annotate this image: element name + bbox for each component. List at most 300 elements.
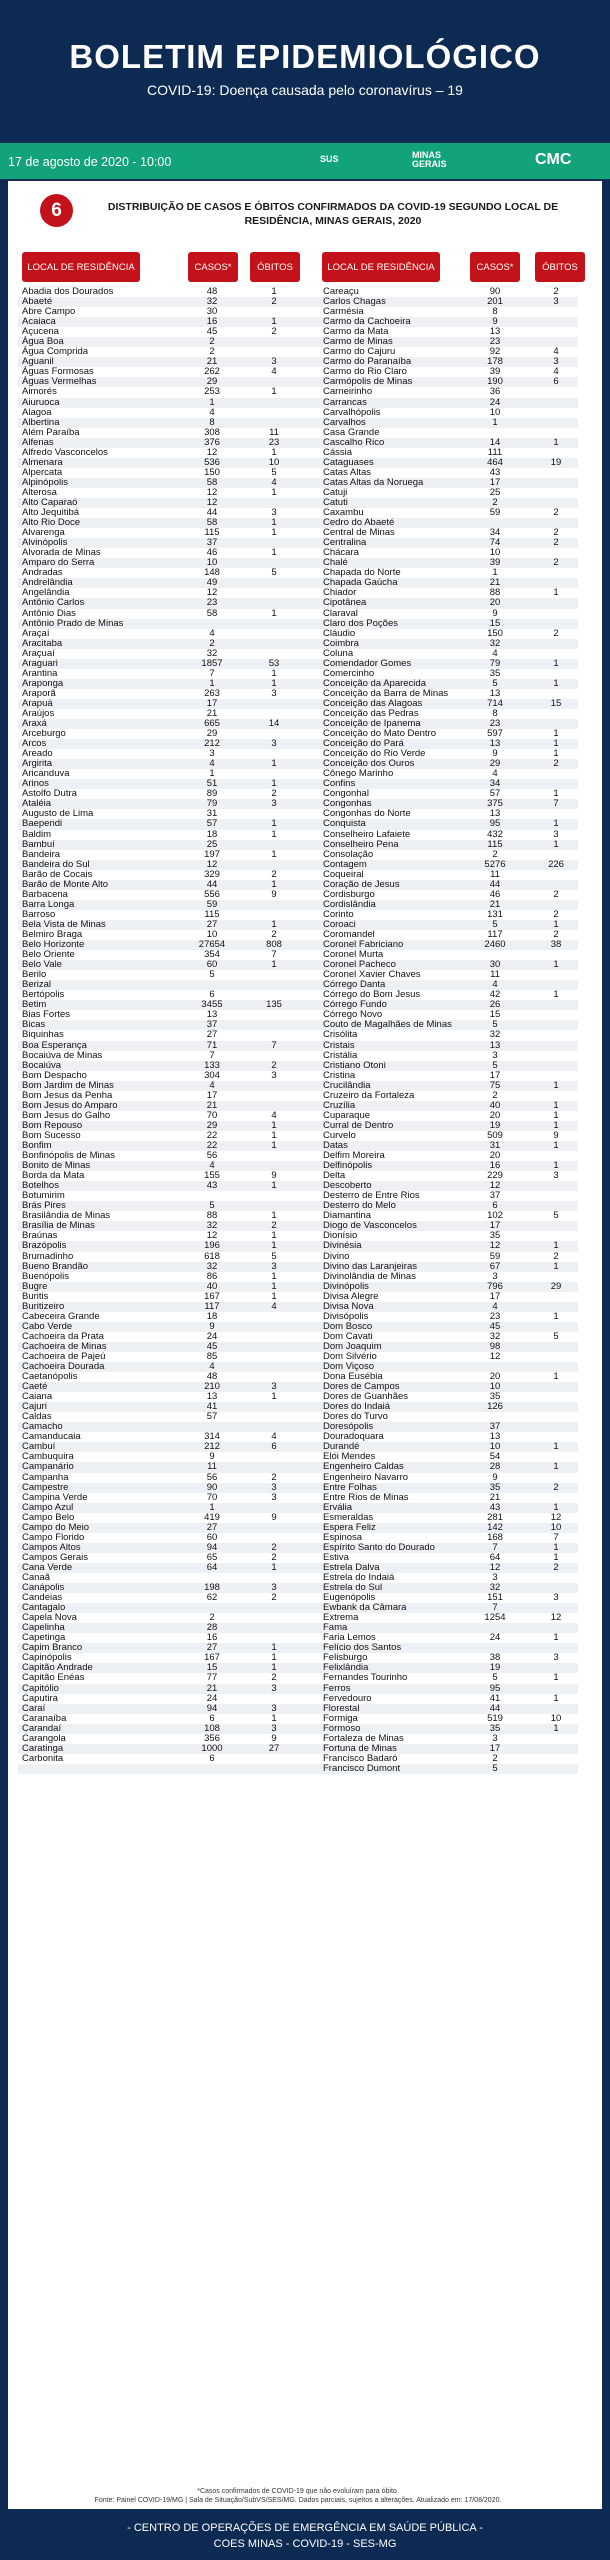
municipality-cell: Cana Verde bbox=[22, 1561, 73, 1573]
footer bbox=[0, 2512, 610, 2560]
cases-cell: 75 bbox=[489, 1079, 501, 1091]
municipality-cell: Capitólio bbox=[22, 1682, 59, 1694]
deaths-cell: 1 bbox=[553, 1501, 559, 1513]
municipality-cell: Ewbank da Câmara bbox=[323, 1602, 407, 1614]
deaths-cell: 1 bbox=[271, 286, 277, 297]
municipality-cell: Ataléia bbox=[22, 798, 52, 810]
municipality-cell: Aguanil bbox=[22, 356, 54, 368]
municipality-cell: Barbacena bbox=[22, 888, 68, 900]
cases-cell: 281 bbox=[487, 1511, 503, 1523]
municipality-cell: Entre Rios de Minas bbox=[323, 1491, 409, 1503]
cases-cell: 29 bbox=[206, 376, 218, 388]
deaths-cell: 5 bbox=[553, 1210, 559, 1222]
municipality-cell: Douradoquara bbox=[323, 1431, 384, 1443]
cases-cell: 29 bbox=[206, 1119, 218, 1131]
cases-cell: 5276 bbox=[484, 858, 506, 870]
cases-cell: 13 bbox=[489, 326, 501, 338]
municipality-cell: Belo Horizonte bbox=[22, 939, 85, 951]
deaths-cell: 5 bbox=[271, 1250, 277, 1262]
municipality-cell: Abre Campo bbox=[22, 306, 76, 318]
deaths-cell: 1 bbox=[553, 1079, 559, 1091]
deaths-cell: 2 bbox=[553, 1481, 559, 1493]
cases-cell: 23 bbox=[489, 336, 501, 348]
cases-cell: 4 bbox=[209, 627, 215, 639]
municipality-cell: Espera Feliz bbox=[323, 1521, 376, 1533]
municipality-cell: Campina Verde bbox=[22, 1491, 88, 1503]
cases-cell: 212 bbox=[204, 1441, 220, 1453]
municipality-cell: Araguari bbox=[22, 657, 58, 669]
deaths-cell: 1 bbox=[553, 738, 559, 750]
municipality-cell: Congonhas bbox=[323, 798, 372, 810]
cases-cell: 115 bbox=[204, 527, 220, 539]
cases-cell: 16 bbox=[206, 1632, 218, 1644]
municipality-cell: Antônio Carlos bbox=[22, 597, 85, 609]
cases-cell: 115 bbox=[204, 908, 220, 920]
cases-cell: 111 bbox=[487, 446, 503, 458]
deaths-cell: 2 bbox=[271, 1471, 277, 1483]
cases-cell: 21 bbox=[206, 356, 218, 368]
municipality-cell: Curvelo bbox=[323, 1129, 356, 1141]
cases-cell: 32 bbox=[489, 1029, 501, 1041]
cases-cell: 12 bbox=[489, 1180, 501, 1192]
municipality-cell: Espinosa bbox=[323, 1531, 363, 1543]
municipality-cell: Extrema bbox=[323, 1612, 359, 1624]
municipality-cell: Engenheiro Caldas bbox=[323, 1461, 404, 1473]
deaths-cell: 1 bbox=[271, 878, 277, 890]
table-row bbox=[18, 508, 578, 518]
cases-cell: 11 bbox=[490, 868, 500, 880]
municipality-cell: Angelândia bbox=[22, 587, 70, 599]
deaths-cell: 1 bbox=[553, 1692, 559, 1704]
cases-cell: 70 bbox=[206, 1109, 218, 1121]
municipality-cell: Caranaíba bbox=[22, 1712, 67, 1724]
cases-cell: 190 bbox=[487, 376, 503, 388]
cases-cell: 34 bbox=[489, 527, 501, 539]
municipality-cell: Belo Vale bbox=[22, 959, 62, 971]
municipality-cell: Divisa Alegre bbox=[323, 1290, 379, 1302]
cases-cell: 27 bbox=[206, 1521, 218, 1533]
deaths-cell: 5 bbox=[271, 466, 277, 478]
deaths-cell: 1 bbox=[271, 1561, 277, 1573]
cases-cell: 5 bbox=[492, 1059, 498, 1071]
cases-cell: 28 bbox=[206, 1622, 218, 1634]
deaths-cell: 3 bbox=[271, 687, 277, 699]
cases-cell: 86 bbox=[206, 1270, 218, 1282]
municipality-cell: Francisco Dumont bbox=[323, 1762, 401, 1774]
cases-cell: 115 bbox=[487, 838, 503, 850]
cases-cell: 4 bbox=[492, 647, 498, 659]
deaths-cell: 1 bbox=[271, 848, 277, 860]
deaths-cell: 3 bbox=[271, 356, 277, 368]
deaths-cell: 2 bbox=[271, 1672, 277, 1684]
deaths-cell: 1 bbox=[271, 959, 277, 971]
cases-cell: 13 bbox=[206, 1391, 218, 1403]
municipality-cell: Cristiano Otoni bbox=[323, 1059, 386, 1071]
cases-cell: 18 bbox=[206, 1310, 218, 1322]
cases-cell: 51 bbox=[206, 778, 218, 790]
municipality-cell: Campanário bbox=[22, 1461, 74, 1473]
cases-cell: 44 bbox=[206, 507, 218, 519]
cases-cell: 314 bbox=[204, 1431, 220, 1443]
cases-cell: 11 bbox=[490, 969, 500, 981]
cases-cell: 12 bbox=[206, 1230, 218, 1242]
municipality-cell: Bandeira bbox=[22, 848, 61, 860]
municipality-cell: Consolação bbox=[323, 848, 374, 860]
deaths-cell: 9 bbox=[553, 1129, 559, 1141]
deaths-cell: 3 bbox=[553, 828, 559, 840]
deaths-cell: 1 bbox=[553, 989, 559, 1001]
deaths-cell: 53 bbox=[268, 657, 280, 669]
cases-cell: 6 bbox=[209, 1752, 215, 1764]
deaths-cell: 1 bbox=[553, 1109, 559, 1121]
deaths-cell: 2 bbox=[553, 537, 559, 549]
cases-cell: 56 bbox=[206, 1150, 218, 1162]
deaths-cell: 1 bbox=[271, 1230, 277, 1242]
cases-cell: 10 bbox=[206, 557, 218, 569]
municipality-cell: Arapuá bbox=[22, 697, 53, 709]
cases-cell: 229 bbox=[487, 1170, 503, 1182]
table-row bbox=[18, 418, 578, 428]
municipality-cell: Comendador Gomes bbox=[323, 657, 412, 669]
cases-cell: 9 bbox=[492, 316, 498, 328]
municipality-cell: Couto de Magalhães de Minas bbox=[323, 1019, 452, 1031]
deaths-cell: 23 bbox=[268, 436, 280, 448]
municipality-cell: Confins bbox=[323, 778, 356, 790]
municipality-cell: Bonfim bbox=[22, 1139, 52, 1151]
municipality-cell: Brasilândia de Minas bbox=[22, 1210, 111, 1222]
municipality-cell: Andradas bbox=[22, 567, 63, 579]
cases-cell: 167 bbox=[204, 1290, 220, 1302]
municipality-cell: Caldas bbox=[22, 1411, 52, 1423]
deaths-cell: 3 bbox=[271, 1481, 277, 1493]
municipality-cell: Argirita bbox=[22, 758, 53, 770]
cases-cell: 44 bbox=[489, 878, 501, 890]
cases-cell: 17 bbox=[206, 697, 218, 709]
deaths-cell: 2 bbox=[271, 1541, 277, 1553]
deaths-cell: 9 bbox=[271, 888, 277, 900]
municipality-cell: Abadia dos Dourados bbox=[22, 286, 114, 297]
cases-cell: 20 bbox=[489, 1371, 501, 1383]
deaths-cell: 12 bbox=[550, 1612, 562, 1624]
cases-cell: 18 bbox=[206, 828, 218, 840]
municipality-cell: Catuti bbox=[323, 496, 348, 508]
municipality-cell: Canaã bbox=[22, 1572, 50, 1583]
deaths-cell: 15 bbox=[550, 697, 562, 709]
municipality-cell: Capela Nova bbox=[22, 1612, 77, 1624]
cases-cell: 98 bbox=[489, 1340, 501, 1352]
municipality-cell: Campo Florido bbox=[22, 1531, 85, 1543]
cases-cell: 95 bbox=[489, 818, 501, 830]
cases-cell: 17 bbox=[489, 1220, 501, 1232]
cases-cell: 17 bbox=[489, 1742, 501, 1754]
cases-cell: 31 bbox=[489, 1139, 501, 1151]
municipality-cell: Dores do Indaiá bbox=[323, 1401, 391, 1413]
cases-cell: 19 bbox=[489, 1662, 501, 1674]
deaths-cell: 1 bbox=[271, 517, 277, 529]
municipality-cell: Belo Oriente bbox=[22, 949, 75, 961]
cases-cell: 13 bbox=[489, 1431, 501, 1443]
deaths-cell: 19 bbox=[550, 456, 562, 468]
cases-cell: 27654 bbox=[198, 939, 226, 951]
cases-cell: 9 bbox=[209, 1451, 215, 1463]
municipality-cell: Cedro do Abaeté bbox=[323, 517, 395, 529]
deaths-cell: 3 bbox=[271, 1069, 277, 1081]
municipality-cell: Cônego Marinho bbox=[323, 768, 394, 780]
cases-cell: 8 bbox=[492, 306, 498, 318]
municipality-cell: Caputira bbox=[22, 1692, 58, 1704]
cases-cell: 35 bbox=[489, 1722, 501, 1734]
municipality-cell: Aiuruoca bbox=[22, 396, 60, 408]
municipality-cell: Campos Gerais bbox=[22, 1551, 88, 1563]
cases-cell: 92 bbox=[489, 346, 501, 358]
deaths-cell: 1 bbox=[271, 547, 277, 559]
municipality-cell: Acaiaca bbox=[22, 316, 56, 328]
cases-cell: 15 bbox=[206, 1662, 218, 1674]
municipality-cell: Caeté bbox=[22, 1381, 48, 1393]
cases-cell: 32 bbox=[206, 647, 218, 659]
deaths-cell: 2 bbox=[271, 929, 277, 940]
cases-cell: 46 bbox=[206, 547, 218, 559]
municipality-cell: Claraval bbox=[323, 607, 358, 619]
municipality-cell: Betim bbox=[22, 999, 47, 1011]
section-number-badge: 6 bbox=[40, 194, 73, 227]
cases-cell: 117 bbox=[204, 1300, 220, 1312]
cases-cell: 56 bbox=[206, 1471, 218, 1483]
municipality-cell: Cataguases bbox=[323, 456, 374, 468]
deaths-cell: 3 bbox=[271, 1682, 277, 1694]
municipality-cell: Durandé bbox=[323, 1441, 360, 1453]
municipality-cell: Astolfo Dutra bbox=[22, 788, 77, 800]
municipality-cell: Araçaí bbox=[22, 627, 50, 639]
deaths-cell: 1 bbox=[553, 1160, 559, 1172]
cases-cell: 42 bbox=[489, 989, 501, 1001]
municipality-cell: Delta bbox=[323, 1170, 346, 1182]
cases-cell: 62 bbox=[206, 1592, 218, 1604]
cases-cell: 2 bbox=[492, 848, 498, 860]
municipality-cell: Campo Azul bbox=[22, 1501, 74, 1513]
cases-cell: 356 bbox=[204, 1732, 220, 1744]
deaths-cell: 1 bbox=[553, 1541, 559, 1553]
municipality-cell: Cuparaque bbox=[323, 1109, 371, 1121]
municipality-cell: Cristina bbox=[323, 1069, 356, 1081]
deaths-cell: 135 bbox=[266, 999, 282, 1011]
cases-cell: 8 bbox=[492, 707, 498, 719]
deaths-cell: 10 bbox=[268, 456, 280, 468]
municipality-cell: Bertópolis bbox=[22, 989, 65, 1001]
municipality-cell: Conceição do Mato Dentro bbox=[323, 728, 437, 740]
cases-cell: 4 bbox=[492, 1300, 498, 1312]
municipality-cell: Biquinhas bbox=[22, 1029, 64, 1041]
municipality-cell: Estrela Dalva bbox=[323, 1561, 380, 1573]
municipality-cell: Claro dos Poções bbox=[323, 617, 398, 629]
header bbox=[0, 0, 610, 143]
cases-cell: 45 bbox=[206, 326, 218, 338]
cases-cell: 49 bbox=[206, 577, 218, 589]
cases-cell: 89 bbox=[206, 788, 218, 800]
municipality-cell: Chapada do Norte bbox=[323, 567, 401, 579]
municipality-cell: Descoberto bbox=[323, 1180, 372, 1192]
deaths-cell: 1 bbox=[553, 1139, 559, 1151]
municipality-cell: Araçuaí bbox=[22, 647, 55, 659]
cases-cell: 64 bbox=[206, 1561, 218, 1573]
deaths-cell: 1 bbox=[271, 1662, 277, 1674]
cases-cell: 71 bbox=[206, 1039, 218, 1051]
municipality-cell: Dom Cavati bbox=[323, 1330, 373, 1342]
municipality-cell: Bonfinópolis de Minas bbox=[22, 1150, 115, 1162]
deaths-cell: 4 bbox=[271, 476, 277, 488]
cases-cell: 26 bbox=[489, 999, 501, 1011]
municipality-cell: Andrelândia bbox=[22, 577, 73, 589]
deaths-cell: 1 bbox=[553, 1632, 559, 1644]
deaths-cell: 1 bbox=[271, 1712, 277, 1724]
deaths-cell: 2 bbox=[553, 908, 559, 920]
municipality-cell: Carmo de Minas bbox=[323, 336, 393, 348]
municipality-cell: Camanducaia bbox=[22, 1431, 81, 1443]
municipality-cell: Bom Despacho bbox=[22, 1069, 87, 1081]
cases-cell: 95 bbox=[489, 1682, 501, 1694]
deaths-cell: 1 bbox=[553, 1119, 559, 1131]
municipality-cell: Barão de Cocais bbox=[22, 868, 93, 880]
cases-cell: 3 bbox=[492, 1049, 498, 1061]
municipality-cell: Conceição do Pará bbox=[323, 738, 404, 750]
cases-cell: 41 bbox=[206, 1401, 218, 1413]
cases-cell: 6 bbox=[209, 989, 215, 1001]
cases-cell: 65 bbox=[206, 1551, 218, 1563]
cases-cell: 4 bbox=[209, 758, 215, 770]
cases-cell: 5 bbox=[492, 677, 498, 689]
municipality-cell: Brasília de Minas bbox=[22, 1220, 95, 1232]
deaths-cell: 1 bbox=[553, 1371, 559, 1383]
cases-cell: 9 bbox=[492, 1471, 498, 1483]
cases-table bbox=[18, 287, 578, 1774]
municipality-cell: Braúnas bbox=[22, 1230, 58, 1242]
cases-cell: 25 bbox=[489, 486, 501, 498]
deaths-cell: 1 bbox=[271, 818, 277, 830]
cases-cell: 5 bbox=[492, 918, 498, 930]
deaths-cell: 1 bbox=[271, 1652, 277, 1664]
municipality-cell: Cabo Verde bbox=[22, 1320, 73, 1332]
municipality-cell: Fervedouro bbox=[323, 1692, 372, 1704]
cases-cell: 32 bbox=[489, 637, 501, 649]
cases-cell: 15 bbox=[489, 617, 501, 629]
municipality-cell: Arcos bbox=[22, 738, 47, 750]
municipality-cell: Dom Silvério bbox=[323, 1350, 377, 1362]
deaths-cell: 3 bbox=[553, 296, 559, 308]
cases-cell: 9 bbox=[492, 748, 498, 760]
municipality-cell: Barra Longa bbox=[22, 898, 75, 910]
deaths-cell: 3 bbox=[271, 1491, 277, 1503]
cases-cell: 77 bbox=[206, 1672, 218, 1684]
cases-cell: 57 bbox=[206, 1411, 218, 1423]
cases-cell: 37 bbox=[489, 1421, 501, 1433]
municipality-cell: Francisco Badaró bbox=[323, 1752, 398, 1764]
municipality-cell: Cássia bbox=[323, 446, 353, 458]
municipality-cell: Bom Jesus da Penha bbox=[22, 1089, 113, 1101]
cases-cell: 12 bbox=[206, 446, 218, 458]
header-obitos-right: ÓBITOS bbox=[535, 252, 585, 282]
deaths-cell: 1 bbox=[271, 607, 277, 619]
cases-cell: 43 bbox=[206, 1180, 218, 1192]
deaths-cell: 1 bbox=[271, 486, 277, 498]
deaths-cell: 3 bbox=[271, 1260, 277, 1272]
cases-cell: 1 bbox=[492, 416, 498, 428]
municipality-cell: Bicas bbox=[22, 1019, 46, 1031]
table-row bbox=[18, 1633, 578, 1643]
cases-cell: 21 bbox=[206, 1099, 218, 1111]
cases-cell: 23 bbox=[489, 718, 501, 730]
municipality-cell: Dom Bosco bbox=[323, 1320, 373, 1332]
cases-cell: 35 bbox=[489, 1230, 501, 1242]
table-row bbox=[18, 1764, 578, 1774]
header-local-left: LOCAL DE RESIDÊNCIA bbox=[22, 252, 140, 282]
municipality-cell: Carmo do Rio Claro bbox=[323, 366, 407, 378]
cases-cell: 1857 bbox=[201, 657, 223, 669]
municipality-cell: Boa Esperança bbox=[22, 1039, 87, 1051]
cases-cell: 39 bbox=[489, 366, 501, 378]
cases-cell: 23 bbox=[206, 597, 218, 609]
municipality-cell: Ferros bbox=[323, 1682, 351, 1694]
municipality-cell: Barão de Monte Alto bbox=[22, 878, 109, 890]
cases-cell: 7 bbox=[492, 1602, 498, 1614]
cases-cell: 432 bbox=[487, 828, 503, 840]
cases-cell: 23 bbox=[489, 1310, 501, 1322]
cases-cell: 10 bbox=[489, 1441, 501, 1453]
cases-cell: 43 bbox=[489, 466, 501, 478]
municipality-cell: Dores de Guanhães bbox=[323, 1391, 409, 1403]
cases-cell: 13 bbox=[489, 808, 501, 820]
municipality-cell: Carandaí bbox=[22, 1722, 62, 1734]
cases-cell: 556 bbox=[204, 888, 220, 900]
deaths-cell: 2 bbox=[553, 557, 559, 569]
municipality-cell: Campos Altos bbox=[22, 1541, 81, 1553]
deaths-cell: 2 bbox=[553, 1250, 559, 1262]
cases-cell: 2 bbox=[209, 637, 215, 649]
municipality-cell: Desterro de Entre Rios bbox=[323, 1190, 420, 1202]
cases-cell: 28 bbox=[489, 1461, 501, 1473]
municipality-cell: Diogo de Vasconcelos bbox=[323, 1220, 417, 1232]
cases-cell: 2 bbox=[209, 346, 215, 358]
cases-cell: 618 bbox=[204, 1250, 220, 1262]
cases-cell: 5 bbox=[492, 1672, 498, 1684]
municipality-cell: Felício dos Santos bbox=[323, 1642, 402, 1654]
cases-cell: 32 bbox=[206, 1220, 218, 1232]
cases-cell: 5 bbox=[492, 1019, 498, 1031]
municipality-cell: Alpercata bbox=[22, 466, 63, 478]
page-title: BOLETIM EPIDEMIOLÓGICO bbox=[69, 38, 541, 75]
cases-cell: 44 bbox=[489, 1702, 501, 1714]
cases-cell: 201 bbox=[487, 296, 503, 308]
cases-cell: 36 bbox=[489, 386, 501, 398]
cases-cell: 509 bbox=[487, 1129, 503, 1141]
municipality-cell: Bandeira do Sul bbox=[22, 858, 90, 870]
deaths-cell: 808 bbox=[266, 939, 282, 951]
cases-cell: 32 bbox=[206, 1260, 218, 1272]
cases-cell: 46 bbox=[489, 888, 501, 900]
municipality-cell: Eugenópolis bbox=[323, 1592, 376, 1604]
cases-cell: 665 bbox=[204, 718, 220, 730]
cases-cell: 41 bbox=[489, 1692, 501, 1704]
deaths-cell: 1 bbox=[271, 527, 277, 539]
cases-cell: 212 bbox=[204, 738, 220, 750]
cases-cell: 21 bbox=[489, 898, 501, 910]
cases-cell: 90 bbox=[206, 1481, 218, 1493]
municipality-cell: Campo do Meio bbox=[22, 1521, 90, 1533]
municipality-cell: Estrela do Indaiá bbox=[323, 1572, 395, 1583]
cases-cell: 168 bbox=[487, 1531, 503, 1543]
deaths-cell: 3 bbox=[271, 1722, 277, 1734]
municipality-cell: Água Boa bbox=[22, 336, 64, 348]
cases-cell: 24 bbox=[206, 1330, 218, 1342]
